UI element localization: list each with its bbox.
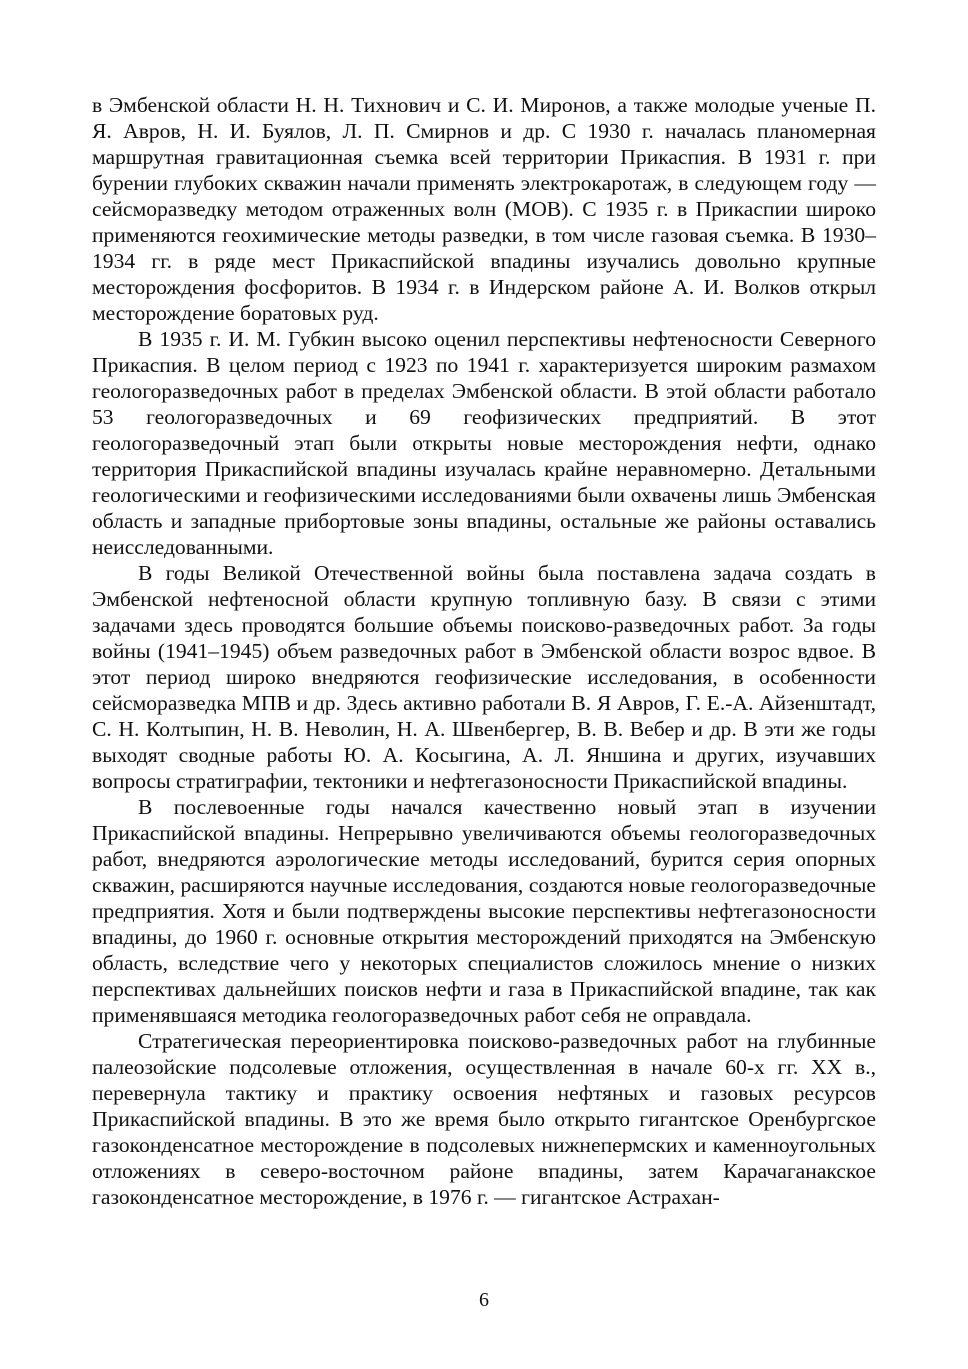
body-text [92, 92, 876, 1210]
paragraph-continuation: в Эмбенской области Н. Н. Тихнович и С. И. Миронов, а также молодые ученые П. Я. Авров, Н. И. Буялов, Л. П. Смирнов и др. С 1930 г. началась планомерная маршрутная гравитационная съемка всей территории Прикаспия. В 1931 г. при бурении глубоких скважин начали применять электрокаротаж, в следующем году — сейсморазведку методом отраженных волн (МОВ). С 1935 г. в Прикаспии широко применяются геохимические методы разведки, в том числе газовая съемка. В 1930–1934 гг. в ряде мест Прикаспийской впадины изучались довольно крупные месторождения фосфоритов. В 1934 г. в Индерском районе А. И. Волков открыл месторождение боратовых руд. [92, 93, 876, 325]
page-number: 6 [479, 1289, 489, 1311]
paragraph-subsalt-reorientation: Стратегическая переориентировка поисково-разведочных работ на глубинные палеозойские подсолевые отложения, осуществленная в начале 60-х гг. XX в., перевернула тактику и практику освоения нефтяных и газовых ресурсов Прикаспийской впадины. В это же время было открыто гигантское Оренбургское газоконденсатное месторождение в подсолевых нижнепермских и каменноугольных отложениях в северо-восточном районе впадины, затем Карачаганакское газоконденсатное месторождение, в 1976 г. — гигантское Астрахан- [92, 1029, 876, 1209]
paragraph-gubkin-1935: В 1935 г. И. М. Губкин высоко оценил перспективы нефтеносности Северного Прикаспия. В целом период с 1923 по 1941 г. характеризуется широким размахом геологоразведочных работ в пределах Эмбенской области. В этой области работало 53 геологоразведочных и 69 геофизических предприятий. В этот геологоразведочный этап были открыты новые месторождения нефти, однако территория Прикаспийской впадины изучалась крайне неравномерно. Детальными геологическими и геофизическими исследованиями были охвачены лишь Эмбенская область и западные прибортовые зоны впадины, остальные же районы оставались неисследованными. [92, 327, 876, 559]
paragraph-war-years: В годы Великой Отечественной войны была поставлена задача создать в Эмбенской нефтеносной области крупную топливную базу. В связи с этими задачами здесь проводятся большие объемы поисково-разведочных работ. За годы войны (1941–1945) объем разведочных работ в Эмбенской области возрос вдвое. В этот период широко внедряются геофизические исследования, в особенности сейсморазведка МПВ и др. Здесь активно работали В. Я Авров, Г. Е.-А. Айзенштадт, С. Н. Колтыпин, Н. В. Неволин, Н. А. Швенбергер, В. В. Вебер и др. В эти же годы выходят сводные работы Ю. А. Косыгина, А. Л. Яншина и других, изучавших вопросы стратиграфии, тектоники и нефтегазоносности Прикаспийской впадины. [92, 561, 876, 793]
paragraph-postwar: В послевоенные годы начался качественно новый этап в изучении Прикаспийской впадины. Непрерывно увеличиваются объемы геологоразведочных работ, внедряются аэрологические методы исследований, бурится серия опорных скважин, расширяются научные исследования, создаются новые геологоразведочные предприятия. Хотя и были подтверждены высокие перспективы нефтегазоносности впадины, до 1960 г. основные открытия месторождений приходятся на Эмбенскую область, вследствие чего у некоторых специалистов сложилось мнение о низких перспективах дальнейших поисков нефти и газа в Прикаспийской впадине, так как применявшаяся методика геологоразведочных работ себя не оправдала. [92, 795, 876, 1027]
